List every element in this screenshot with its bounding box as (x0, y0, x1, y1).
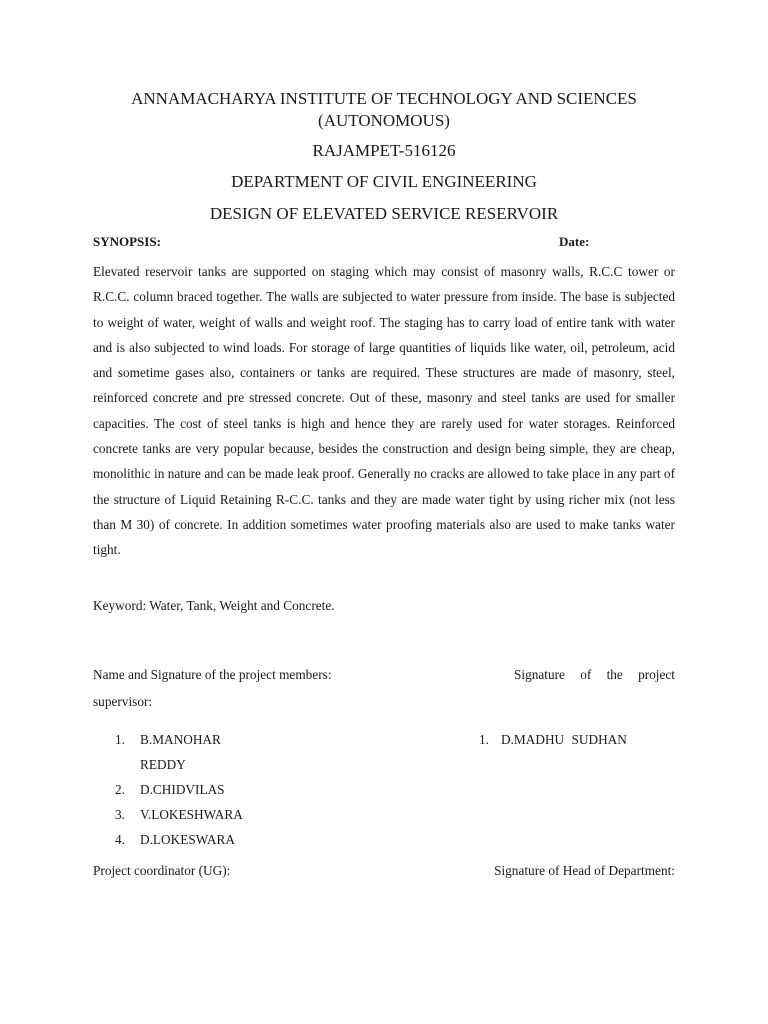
synopsis-header (93, 234, 675, 250)
member-name: B.MANOHAR REDDY (140, 732, 221, 772)
synopsis-body: Elevated reservoir tanks are supported on staging which may consist of masonry walls, R.C.C tower or R.C.C. column braced together. The walls are subjected to water pressure from inside. The base is subjected to weight of water, weight of walls and weight roof. The staging has to carry load of entire tank with water and is also subjected to wind loads. For storage of large quantities of liquids like water, oil, petroleum, acid and sometime gases also, containers or tanks are required. These structures are made of masonry, steel, reinforced concrete and pre stressed concrete. Out of these, masonry and steel tanks are used for smaller capacities. The cost of steel tanks is high and hence they are rarely used for water storages. Reinforced concrete tanks are very popular because, besides the construction and design being simple, they are cheap, monolithic in nature and can be made leak proof. Generally no cracks are allowed to take place in any part of the structure of Liquid Retaining R-C.C. tanks and they are made water tight by using richer mix (not less than M 30) of concrete. In addition sometimes water proofing materials also are used to make tanks water tight. (93, 264, 675, 558)
member-name: V.LOKESHWARA (140, 807, 243, 822)
supervisor-signature-label-cont: supervisor: (93, 694, 153, 709)
project-title: DESIGN OF ELEVATED SERVICE RESERVOIR (209, 204, 559, 223)
list-number: 4. (115, 832, 125, 847)
member-name: D.LOKESWARA (140, 832, 235, 847)
list-item (93, 827, 293, 852)
list-item (93, 777, 293, 802)
list-number: 2. (115, 782, 125, 797)
institute-name-line1: ANNAMACHARYA INSTITUTE OF TECHNOLOGY AND SCIENCES (131, 89, 637, 108)
list-number: 3. (115, 807, 125, 822)
list-number: 1. (115, 732, 125, 747)
supervisor-name: D.MADHU SUDHAN (501, 732, 627, 747)
institute-name-line2: (AUTONOMOUS) (318, 111, 450, 130)
institute-name (93, 88, 675, 132)
list-number: 1. (479, 732, 489, 747)
members-signature-label: Name and Signature of the project members: (93, 667, 332, 682)
date-label: Date: (559, 234, 590, 249)
keywords: Keyword: Water, Tank, Weight and Concrete. (93, 598, 335, 613)
project-members-list (93, 727, 293, 852)
list-item (93, 802, 293, 827)
institute-city: RAJAMPET-516126 (312, 141, 456, 160)
hod-signature-label: Signature of Head of Department: (494, 863, 675, 878)
list-item (93, 727, 293, 777)
department-name: DEPARTMENT OF CIVIL ENGINEERING (231, 172, 537, 191)
supervisor-signature-label: Signature of the project (514, 667, 675, 682)
synopsis-label: SYNOPSIS: (93, 234, 161, 249)
member-name: D.CHIDVILAS (140, 782, 225, 797)
project-coordinator-label: Project coordinator (UG): (93, 863, 231, 878)
